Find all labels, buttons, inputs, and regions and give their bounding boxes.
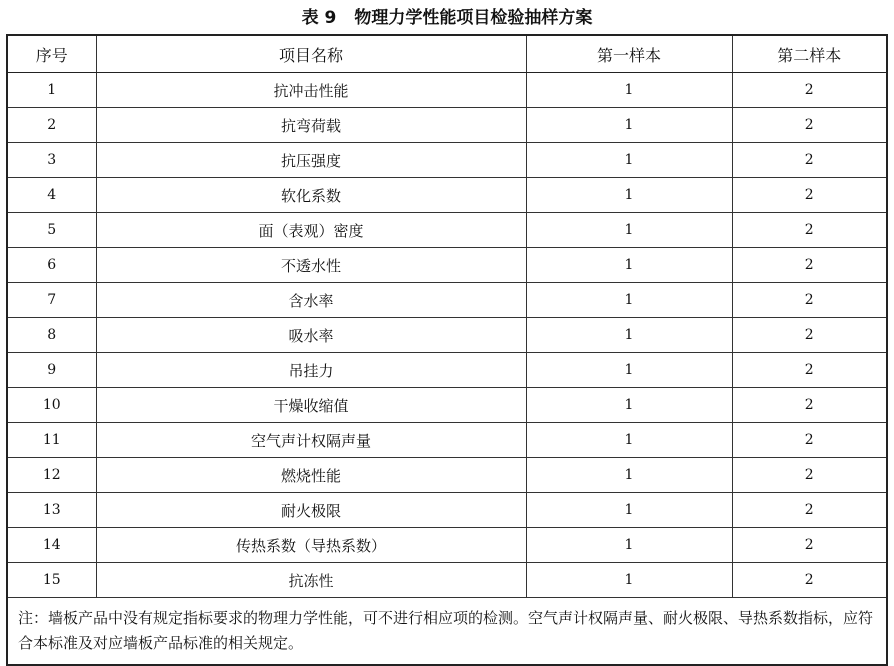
cell-item-name: 不透水性 (96, 248, 526, 283)
cell-no: 8 (7, 318, 96, 353)
table-row (7, 528, 887, 563)
cell-no: 3 (7, 143, 96, 178)
table-row (7, 213, 887, 248)
cell-second-sample: 2 (732, 423, 887, 458)
cell-second-sample: 2 (732, 318, 887, 353)
cell-no: 14 (7, 528, 96, 563)
table-row (7, 283, 887, 318)
cell-no: 13 (7, 493, 96, 528)
cell-first-sample: 1 (526, 493, 732, 528)
table-row (7, 143, 887, 178)
cell-no: 9 (7, 353, 96, 388)
cell-second-sample: 2 (732, 563, 887, 598)
cell-item-name: 空气声计权隔声量 (96, 423, 526, 458)
table-number: 表 9 (301, 8, 337, 28)
cell-second-sample: 2 (732, 493, 887, 528)
col-header-first-sample: 第一样本 (526, 35, 732, 73)
cell-second-sample: 2 (732, 458, 887, 493)
table-row (7, 458, 887, 493)
cell-item-name: 抗冲击性能 (96, 73, 526, 108)
col-header-no: 序号 (7, 35, 96, 73)
cell-first-sample: 1 (526, 528, 732, 563)
cell-item-name: 吊挂力 (96, 353, 526, 388)
cell-first-sample: 1 (526, 318, 732, 353)
header-row (7, 35, 887, 73)
table-row (7, 563, 887, 598)
cell-first-sample: 1 (526, 458, 732, 493)
cell-second-sample: 2 (732, 178, 887, 213)
cell-item-name: 抗压强度 (96, 143, 526, 178)
cell-no: 12 (7, 458, 96, 493)
cell-first-sample: 1 (526, 388, 732, 423)
col-header-item-name: 项目名称 (96, 35, 526, 73)
cell-item-name: 抗弯荷载 (96, 108, 526, 143)
cell-first-sample: 1 (526, 423, 732, 458)
table-row (7, 73, 887, 108)
cell-second-sample: 2 (732, 213, 887, 248)
cell-no: 6 (7, 248, 96, 283)
cell-second-sample: 2 (732, 248, 887, 283)
cell-first-sample: 1 (526, 178, 732, 213)
table-caption: 物理力学性能项目检验抽样方案 (354, 8, 593, 28)
cell-first-sample: 1 (526, 248, 732, 283)
cell-second-sample: 2 (732, 353, 887, 388)
cell-no: 2 (7, 108, 96, 143)
cell-item-name: 软化系数 (96, 178, 526, 213)
cell-first-sample: 1 (526, 143, 732, 178)
cell-item-name: 耐火极限 (96, 493, 526, 528)
cell-no: 5 (7, 213, 96, 248)
cell-no: 10 (7, 388, 96, 423)
cell-no: 1 (7, 73, 96, 108)
table-title (0, 4, 894, 32)
table-row (7, 353, 887, 388)
cell-first-sample: 1 (526, 213, 732, 248)
cell-no: 15 (7, 563, 96, 598)
table-row (7, 108, 887, 143)
cell-second-sample: 2 (732, 108, 887, 143)
cell-first-sample: 1 (526, 283, 732, 318)
cell-item-name: 传热系数（导热系数） (96, 528, 526, 563)
cell-item-name: 干燥收缩值 (96, 388, 526, 423)
table-row (7, 178, 887, 213)
cell-first-sample: 1 (526, 73, 732, 108)
cell-no: 7 (7, 283, 96, 318)
note-row (7, 598, 887, 666)
table-note: 注：墙板产品中没有规定指标要求的物理力学性能，可不进行相应项的检测。空气声计权隔声量、耐火极限、导热系数指标，应符合本标准及对应墙板产品标准的相关规定。 (7, 598, 887, 666)
cell-second-sample: 2 (732, 388, 887, 423)
cell-no: 11 (7, 423, 96, 458)
table-row (7, 248, 887, 283)
table-row (7, 493, 887, 528)
cell-item-name: 燃烧性能 (96, 458, 526, 493)
cell-first-sample: 1 (526, 108, 732, 143)
cell-item-name: 面（表观）密度 (96, 213, 526, 248)
cell-second-sample: 2 (732, 528, 887, 563)
sampling-table (6, 34, 888, 666)
cell-second-sample: 2 (732, 73, 887, 108)
cell-second-sample: 2 (732, 143, 887, 178)
cell-item-name: 吸水率 (96, 318, 526, 353)
cell-no: 4 (7, 178, 96, 213)
cell-item-name: 含水率 (96, 283, 526, 318)
cell-first-sample: 1 (526, 353, 732, 388)
cell-item-name: 抗冻性 (96, 563, 526, 598)
table-row (7, 318, 887, 353)
cell-second-sample: 2 (732, 283, 887, 318)
table-row (7, 423, 887, 458)
col-header-second-sample: 第二样本 (732, 35, 887, 73)
cell-first-sample: 1 (526, 563, 732, 598)
table-row (7, 388, 887, 423)
